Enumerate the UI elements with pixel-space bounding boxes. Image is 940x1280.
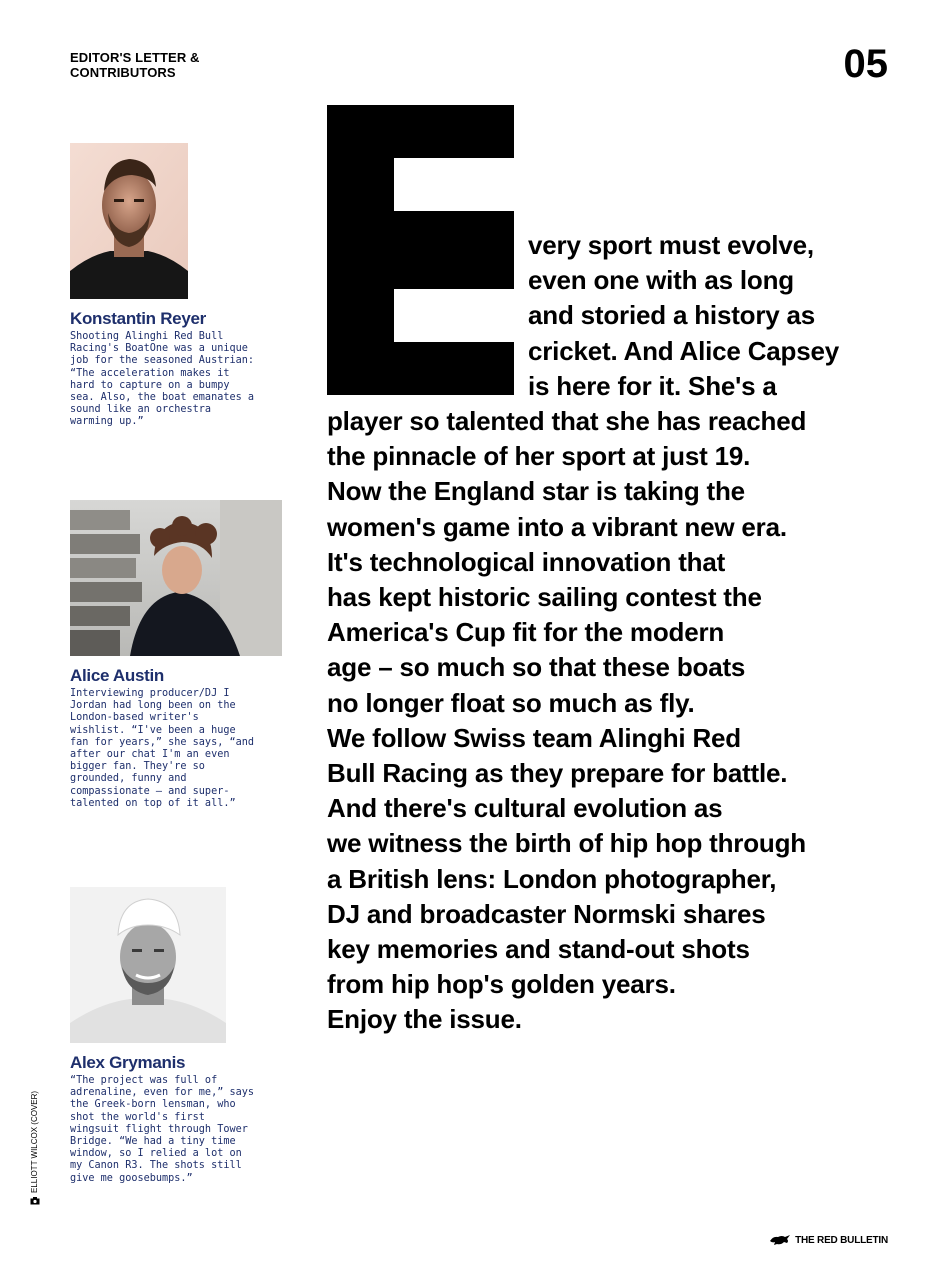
page-number: 05 <box>843 42 888 86</box>
photo-credit-text: ELLIOTT WILCOX (COVER) <box>30 1090 39 1193</box>
photo-credit <box>30 1090 44 1215</box>
section-label-line-1: EDITOR'S LETTER & <box>70 50 200 65</box>
section-label-line-2: CONTRIBUTORS <box>70 65 176 80</box>
contributor-name: Alex Grymanis <box>70 1053 186 1072</box>
body-line: from hip hop's golden years. <box>327 969 676 1000</box>
body-line: We follow Swiss team Alinghi Red <box>327 722 741 753</box>
body-line: Now the England star is taking the <box>327 476 745 507</box>
contributor-konstantin-reyer <box>70 143 260 429</box>
editorial-lead-body <box>327 404 907 1038</box>
editorial-lead-top <box>528 228 898 404</box>
body-line: a British lens: London photographer, <box>327 863 777 894</box>
brand-text: THE RED BULLETIN <box>795 1234 888 1246</box>
body-line: America's Cup fit for the modern <box>327 617 725 648</box>
lead-line: is here for it. She's a <box>528 370 777 401</box>
body-line: key memories and stand-out shots <box>327 934 750 965</box>
brand-footer <box>769 1234 888 1246</box>
body-line: Bull Racing as they prepare for battle. <box>327 758 788 789</box>
contributor-bio: Shooting Alinghi Red Bull Racing's BoatOne was a unique job for the seasoned Austrian: “The acceleration makes it hard to capture on a bumpy sea. Also, the boat emanates a sound like an orchestra warming up.” <box>70 331 255 428</box>
body-line: the pinnacle of her sport at just 19. <box>327 441 751 472</box>
lead-line: cricket. And Alice Capsey <box>528 335 839 366</box>
body-line: player so talented that she has reached <box>327 406 807 436</box>
section-label <box>70 50 270 80</box>
contributor-name: Alice Austin <box>70 666 165 685</box>
body-line: we witness the birth of hip hop through <box>327 828 806 859</box>
body-line: And there's cultural evolution as <box>327 793 723 824</box>
contributor-photo-alice <box>70 500 282 656</box>
lead-line: and storied a history as <box>528 300 816 331</box>
body-line: no longer float so much as fly. <box>327 687 695 718</box>
contributor-alice-austin <box>70 500 260 810</box>
bull-icon <box>769 1234 791 1246</box>
lead-line: very sport must evolve, <box>528 230 814 260</box>
body-line: has kept historic sailing contest the <box>327 582 762 613</box>
contributor-name: Konstantin Reyer <box>70 309 206 328</box>
body-line: women's game into a vibrant new era. <box>327 511 787 542</box>
body-line: age – so much so that these boats <box>327 652 746 683</box>
lead-line: even one with as long <box>528 265 794 296</box>
contributor-bio: Interviewing producer/DJ I Jordan had long been on the London-based writer's wishlist. “I've been a huge fan for years,” she says, “and after our chat I'm an even bigger fan. They're so grounded, funny and compassionate – and super-talented on top of it all.” <box>70 688 255 809</box>
body-line: Enjoy the issue. <box>327 1004 522 1035</box>
contributor-photo-alex <box>70 887 226 1043</box>
photo-credit-text-wrap <box>30 1091 40 1205</box>
contributor-photo-konstantin <box>70 143 188 299</box>
body-line: It's technological innovation that <box>327 546 726 577</box>
camera-icon <box>31 1197 40 1205</box>
contributor-alex-grymanis <box>70 887 260 1185</box>
drop-cap <box>327 105 514 395</box>
contributor-bio: “The project was full of adrenaline, even for me,” says the Greek-born lensman, who shot the world's first wingsuit flight through Tower Bridge. “We had a tiny time window, so I relied a lot on my Canon R3. The shots still give me goosebumps.” <box>70 1075 255 1184</box>
body-line: DJ and broadcaster Normski shares <box>327 898 766 929</box>
